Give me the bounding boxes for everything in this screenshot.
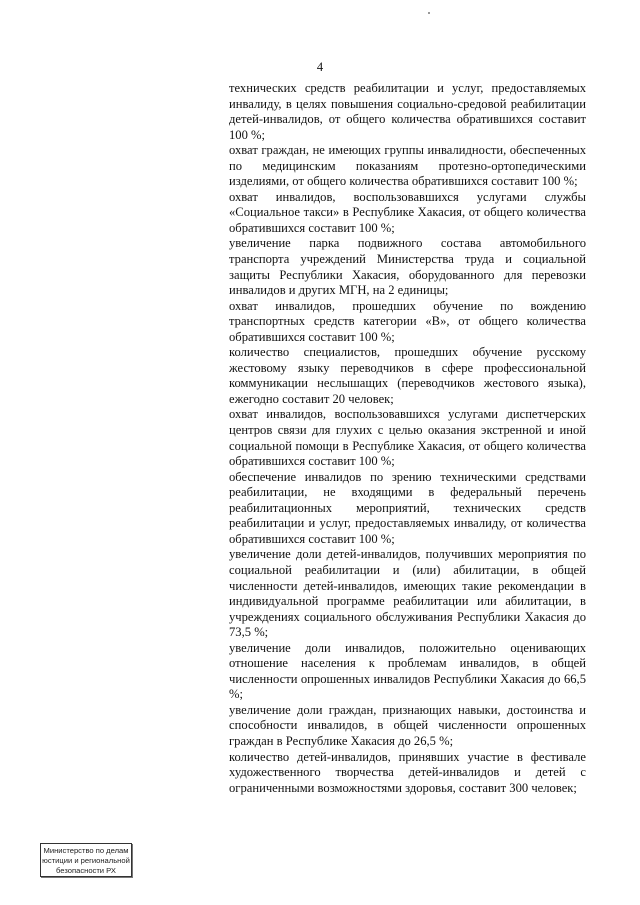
document-body (229, 81, 586, 796)
list-item: охват инвалидов, прошедших обучение по вождению транспортных средств категории «В», от общего количества обратившихся составит 100 %; (229, 298, 586, 344)
list-item: увеличение доли инвалидов, положительно оценивающих отношение населения к проблемам инвалидов, в общей численности опрошенных инвалидов Республики Хакасия до 66,5 %; (229, 640, 586, 702)
page-number: 4 (316, 60, 324, 74)
list-item: охват граждан, не имеющих группы инвалидности, обеспеченных по медицинским показаниям протезно-ортопедическими изделиями, от общего количества обратившихся составит 100 %; (229, 143, 586, 189)
list-item: обеспечение инвалидов по зрению техническими средствами реабилитации, не входящими в федеральный перечень реабилитационных мероприятий, технических средств реабилитации и услуг, предоставляемых инвалиду, от количества обратившихся составит 100 %; (229, 469, 586, 546)
list-item: увеличение парка подвижного состава автомобильного транспорта учреждений Министерства труда и социальной защиты Республики Хакасия, оборудованного для перевозки инвалидов и других МГН, на 2 единицы; (229, 236, 586, 298)
list-item: технических средств реабилитации и услуг, предоставляемых инвалиду, в целях повышения социально-средовой реабилитации детей-инвалидов, от общего количества обратившихся составит 100 %; (229, 81, 586, 142)
stamp-line: юстиции и региональной (42, 856, 130, 865)
scan-speck (428, 12, 430, 14)
registration-stamp (40, 843, 132, 877)
list-item: охват инвалидов, воспользовавшихся услугами диспетчерских центров связи для глухих с целью оказания экстренной и иной социальной помощи в Республике Хакасия, от общего количества обратившихся составит 100 %; (229, 407, 586, 469)
list-item: количество детей-инвалидов, принявших участие в фестивале художественного творчества детей-инвалидов и детей с ограниченными возможностями здоровья, составит 300 человек; (229, 749, 586, 795)
list-item: охват инвалидов, воспользовавшихся услугами службы «Социальное такси» в Республике Хакасия, от общего количества обратившихся составит 100 %; (229, 189, 586, 235)
list-item: увеличение доли детей-инвалидов, получивших мероприятия по социальной реабилитации и (или) абилитации, в общей численности детей-инвалидов, имеющих такие рекомендации в индивидуальной программе реабилитации или абилитации, в учреждениях социального обслуживания Республики Хакасия до 73,5 %; (229, 547, 586, 640)
list-item: увеличение доли граждан, признающих навыки, достоинства и способности инвалидов, в общей численности опрошенных граждан в Республике Хакасия до 26,5 %; (229, 702, 586, 748)
stamp-line: Министерство по делам (43, 846, 129, 855)
list-item: количество специалистов, прошедших обучение русскому жестовому языку переводчиков в сфере профессиональной коммуникации неслышащих (переводчиков жестового языка), ежегодно составит 20 человек; (229, 345, 586, 406)
stamp-line: безопасности РХ (56, 866, 116, 875)
